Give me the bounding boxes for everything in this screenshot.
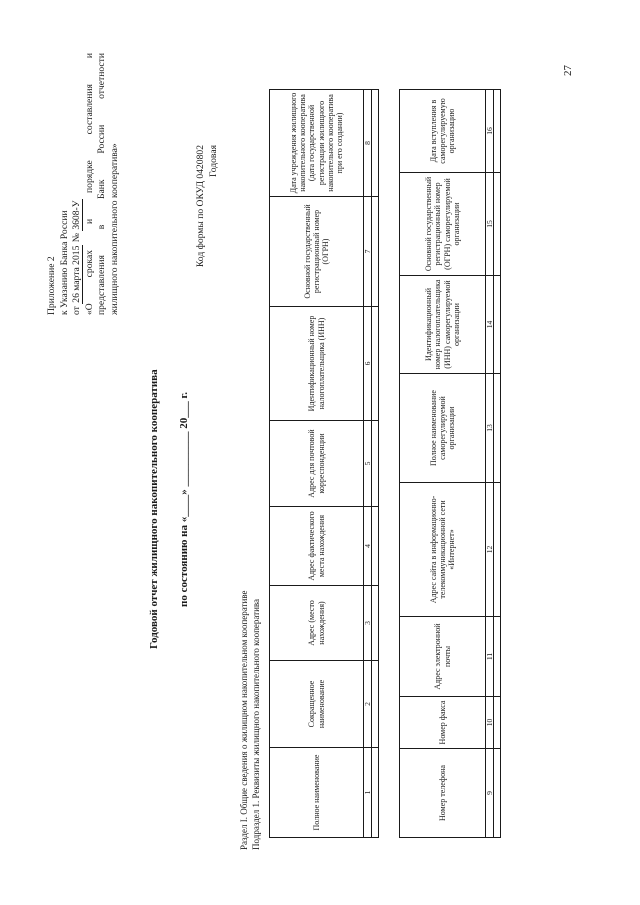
header-inn: Идентификационный номер налогоплательщика (ИНН) — [270, 307, 364, 421]
data-cell — [494, 90, 501, 173]
header-sro-ogrn: Основной государственный регистрационный номер (ОГРН) саморегулируемой организации — [400, 173, 486, 276]
column-number: 1 — [364, 748, 372, 838]
table-2-header-row — [400, 90, 486, 838]
appendix-desc-1: «О сроках и порядке составления и — [83, 53, 95, 315]
column-number: 16 — [486, 90, 494, 173]
data-cell — [494, 483, 501, 617]
page-number: 27 — [562, 65, 574, 76]
header-sro-join-date: Дата вступления в саморегулируемую организацию — [400, 90, 486, 173]
table-requisites-1 — [269, 89, 379, 838]
number-value: 3608-У — [71, 200, 83, 230]
date-prefix: от — [71, 306, 83, 315]
form-code-block — [195, 145, 220, 345]
data-cell — [372, 586, 379, 661]
appendix-line-1: Приложение 2 — [46, 256, 57, 315]
column-number: 15 — [486, 173, 494, 276]
header-address: Адрес (место нахождения) — [270, 586, 364, 661]
data-cell — [372, 421, 379, 507]
header-email: Адрес электронной почты — [400, 617, 486, 697]
appendix-date-line — [71, 53, 84, 315]
header-full-name: Полное наименование — [270, 748, 364, 838]
column-number: 5 — [364, 421, 372, 507]
column-number: 8 — [364, 90, 372, 197]
appendix-line-2: к Указанию Банка России — [58, 210, 70, 315]
date-value: 26 марта 2015 — [71, 245, 83, 303]
report-title: Годовой отчет жилищного накопительного кооператива — [148, 369, 160, 649]
data-cell — [372, 197, 379, 307]
periodicity: Годовая — [207, 145, 219, 177]
table-1-header-row — [270, 90, 364, 838]
data-cell — [372, 661, 379, 748]
header-website: Адрес сайта в информационно-телекоммуникационной сети «Интернет» — [400, 483, 486, 617]
data-cell — [494, 697, 501, 749]
appendix-desc-2: представления в Банк России отчетности — [96, 53, 108, 315]
column-number: 2 — [364, 661, 372, 748]
column-number: 13 — [486, 374, 494, 483]
table-2-number-row — [486, 90, 494, 838]
number-prefix: № — [71, 233, 83, 243]
appendix-block — [46, 53, 122, 315]
header-fax: Номер факса — [400, 697, 486, 749]
column-number: 11 — [486, 617, 494, 697]
data-cell — [494, 617, 501, 697]
form-code: Код формы по ОКУД 0420802 — [195, 145, 206, 268]
data-cell — [372, 748, 379, 838]
column-number: 6 — [364, 307, 372, 421]
table-1-data-row — [372, 90, 379, 838]
column-number: 4 — [364, 507, 372, 586]
section-heading — [239, 591, 262, 850]
data-cell — [494, 374, 501, 483]
header-ogrn: Основной государственный регистрационный номер (ОГРН) — [270, 197, 364, 307]
column-number: 7 — [364, 197, 372, 307]
header-short-name: Сокращенное наименование — [270, 661, 364, 748]
column-number: 14 — [486, 276, 494, 374]
column-number: 10 — [486, 697, 494, 749]
header-phone: Номер телефона — [400, 749, 486, 838]
table-2-data-row — [494, 90, 501, 838]
table-1-number-row — [364, 90, 372, 838]
header-founding-date: Дата учреждения жилищного накопительного кооператива (дата государственной регистрации жилищного накопительного кооператива при его создании) — [270, 90, 364, 197]
data-cell — [494, 749, 501, 838]
column-number: 9 — [486, 749, 494, 838]
data-cell — [372, 507, 379, 586]
appendix-desc-3: жилищного накопительного кооператива» — [108, 143, 120, 315]
header-postal-address: Адрес для почтовой корреспонденции — [270, 421, 364, 507]
header-sro-inn: Идентификационный номер налогоплательщика (ИНН) саморегулируемой организации — [400, 276, 486, 374]
report-subtitle: по состоянию на «____» __________ 20___ г. — [178, 391, 190, 607]
data-cell — [494, 173, 501, 276]
table-requisites-2 — [399, 89, 501, 838]
subsection-title: Подраздел 1. Реквизиты жилищного накопительного кооператива — [250, 598, 261, 850]
data-cell — [372, 307, 379, 421]
header-sro-name: Полное наименование саморегулируемой организации — [400, 374, 486, 483]
data-cell — [494, 276, 501, 374]
section-title: Раздел I. Общие сведения о жилищном накопительном кооперативе — [239, 590, 249, 850]
header-actual-address: Адрес фактического места нахождения — [270, 507, 364, 586]
data-cell — [372, 90, 379, 197]
column-number: 12 — [486, 483, 494, 617]
column-number: 3 — [364, 586, 372, 661]
